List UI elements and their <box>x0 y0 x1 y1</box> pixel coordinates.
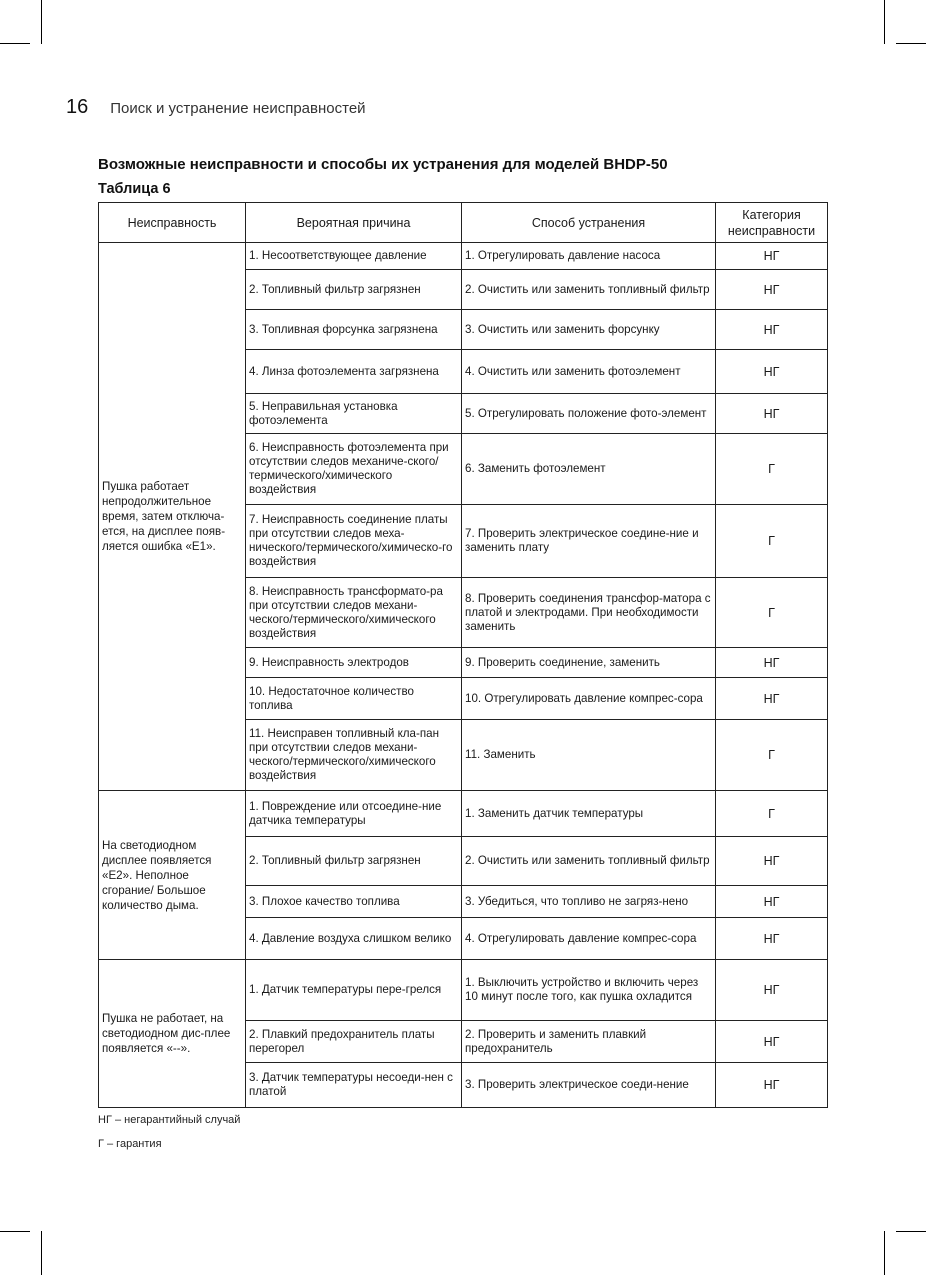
cause-cell: 3. Датчик температуры несоеди-нен с платой <box>246 1063 462 1108</box>
cause-cell: 6. Неисправность фотоэлемента при отсутствии следов механиче-ского/термического/химического воздействия <box>246 434 462 505</box>
category-cell: НГ <box>716 394 828 434</box>
cause-cell: 4. Давление воздуха слишком велико <box>246 918 462 960</box>
remedy-cell: 3. Проверить электрическое соеди-нение <box>462 1063 716 1108</box>
document-title: Возможные неисправности и способы их устранения для моделей BHDP-50 <box>98 156 668 173</box>
category-cell: НГ <box>716 1063 828 1108</box>
cause-cell: 11. Неисправен топливный кла-пан при отсутствии следов механи-ческого/термического/химического воздействия <box>246 720 462 791</box>
remedy-cell: 4. Очистить или заменить фотоэлемент <box>462 350 716 394</box>
category-cell: НГ <box>716 886 828 918</box>
remedy-cell: 1. Выключить устройство и включить через 10 минут после того, как пушка охладится <box>462 960 716 1021</box>
table-row <box>99 791 828 837</box>
crop-mark <box>41 0 42 44</box>
crop-mark <box>884 1231 885 1275</box>
category-cell: Г <box>716 791 828 837</box>
category-cell: НГ <box>716 310 828 350</box>
cause-cell: 8. Неисправность трансформато-ра при отсутствии следов механи-ческого/термического/химического воздействия <box>246 578 462 648</box>
cause-cell: 10. Недостаточное количество топлива <box>246 678 462 720</box>
category-cell: Г <box>716 578 828 648</box>
remedy-cell: 5. Отрегулировать положение фото-элемент <box>462 394 716 434</box>
remedy-cell: 11. Заменить <box>462 720 716 791</box>
cause-cell: 1. Несоответствующее давление <box>246 243 462 270</box>
header-fault: Неисправность <box>99 203 246 243</box>
crop-mark <box>0 1231 30 1232</box>
remedy-cell: 2. Очистить или заменить топливный фильтр <box>462 270 716 310</box>
table-row <box>99 960 828 1021</box>
category-cell: НГ <box>716 270 828 310</box>
remedy-cell: 4. Отрегулировать давление компрес-сора <box>462 918 716 960</box>
crop-mark <box>896 1231 926 1232</box>
table-row <box>99 243 828 270</box>
category-cell: НГ <box>716 243 828 270</box>
category-cell: Г <box>716 505 828 578</box>
remedy-cell: 2. Очистить или заменить топливный фильтр <box>462 837 716 886</box>
table-caption: Таблица 6 <box>98 181 171 197</box>
cause-cell: 2. Топливный фильтр загрязнен <box>246 837 462 886</box>
cause-cell: 4. Линза фотоэлемента загрязнена <box>246 350 462 394</box>
category-cell: Г <box>716 434 828 505</box>
crop-mark <box>41 1231 42 1275</box>
cause-cell: 1. Повреждение или отсоедине-ние датчика температуры <box>246 791 462 837</box>
remedy-cell: 3. Убедиться, что топливо не загряз-нено <box>462 886 716 918</box>
category-cell: НГ <box>716 960 828 1021</box>
remedy-cell: 10. Отрегулировать давление компрес-сора <box>462 678 716 720</box>
remedy-cell: 7. Проверить электрическое соедине-ние и заменить плату <box>462 505 716 578</box>
remedy-cell: 8. Проверить соединения трансфор-матора с платой и электродами. При необходимости заменить <box>462 578 716 648</box>
page-header <box>66 96 366 119</box>
header-category: Категория неисправности <box>716 203 828 243</box>
fault-cell: Пушка работает непродолжительное время, затем отключа-ется, на дисплее появ-ляется ошибка «Е1». <box>99 243 246 791</box>
category-cell: НГ <box>716 648 828 678</box>
cause-cell: 5. Неправильная установка фотоэлемента <box>246 394 462 434</box>
header-remedy: Способ устранения <box>462 203 716 243</box>
cause-cell: 3. Топливная форсунка загрязнена <box>246 310 462 350</box>
page-number: 16 <box>66 96 89 118</box>
category-cell: НГ <box>716 350 828 394</box>
remedy-cell: 2. Проверить и заменить плавкий предохранитель <box>462 1021 716 1063</box>
category-cell: НГ <box>716 1021 828 1063</box>
crop-mark <box>884 0 885 44</box>
header-cause: Вероятная причина <box>246 203 462 243</box>
remedy-cell: 1. Отрегулировать давление насоса <box>462 243 716 270</box>
remedy-cell: 6. Заменить фотоэлемент <box>462 434 716 505</box>
category-cell: НГ <box>716 837 828 886</box>
faults-table <box>98 202 828 1108</box>
cause-cell: 2. Топливный фильтр загрязнен <box>246 270 462 310</box>
cause-cell: 1. Датчик температуры пере-грелся <box>246 960 462 1021</box>
crop-mark <box>0 43 30 44</box>
category-cell: НГ <box>716 918 828 960</box>
fault-cell: Пушка не работает, на светодиодном дис-плее появляется «--». <box>99 960 246 1108</box>
cause-cell: 3. Плохое качество топлива <box>246 886 462 918</box>
table-header-row <box>99 203 828 243</box>
fault-cell: На светодиодном дисплее появляется «Е2». Неполное сгорание/ Большое количество дыма. <box>99 791 246 960</box>
crop-mark <box>896 43 926 44</box>
footnote-g: Г – гарантия <box>98 1138 162 1150</box>
section-title: Поиск и устранение неисправностей <box>110 100 366 117</box>
cause-cell: 9. Неисправность электродов <box>246 648 462 678</box>
footnote-ng: НГ – негарантийный случай <box>98 1114 241 1126</box>
remedy-cell: 3. Очистить или заменить форсунку <box>462 310 716 350</box>
cause-cell: 7. Неисправность соединение платы при отсутствии следов меха-нического/термического/химическо-го воздействия <box>246 505 462 578</box>
remedy-cell: 9. Проверить соединение, заменить <box>462 648 716 678</box>
category-cell: Г <box>716 720 828 791</box>
category-cell: НГ <box>716 678 828 720</box>
remedy-cell: 1. Заменить датчик температуры <box>462 791 716 837</box>
cause-cell: 2. Плавкий предохранитель платы перегорел <box>246 1021 462 1063</box>
